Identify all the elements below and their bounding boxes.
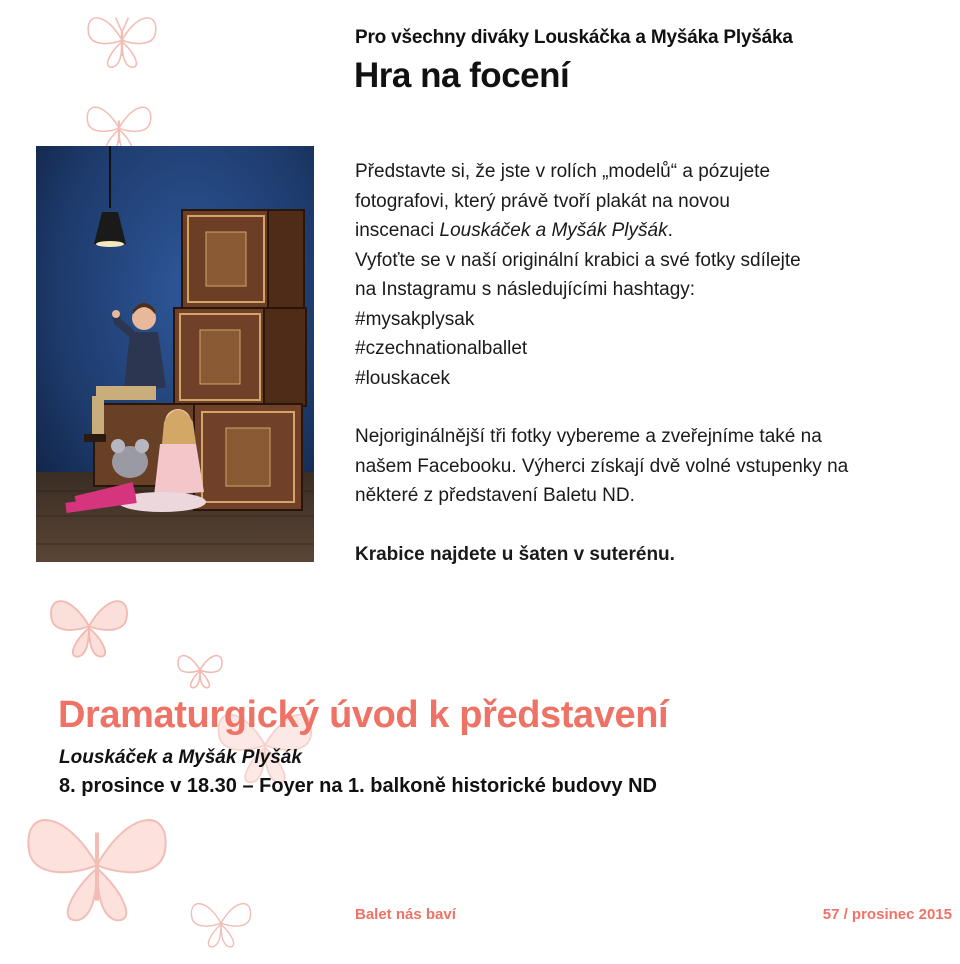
text-line: našem Facebooku. Výherci získají dvě volné vstupenky na [355,455,849,477]
hashtag: #mysakplysak [355,308,475,330]
text-line: na Instagramu s následujícími hashtagy: [355,279,696,300]
butterfly-icon [12,800,182,930]
paragraph-contest [355,422,935,511]
butterfly-icon [186,894,256,952]
text-line: některé z představení Baletu ND. [355,485,635,506]
footer-page-issue: 57 / prosinec 2015 [822,906,952,923]
hashtag: #czechnationalballet [355,338,528,359]
paragraph-intro [355,157,935,393]
text-run: inscenaci [355,220,440,241]
location-note [355,540,935,570]
photo-children-with-boxes [36,146,314,562]
butterfly-icon [82,8,162,72]
text-line: Nejoriginálnější tři fotky vybereme a zveřejníme také na [355,426,822,447]
text-line: fotografovi, který právě tvoří plakát na novou [355,190,730,212]
event-date-location: 8. prosince v 18.30 – Foyer na 1. balkoně historické budovy ND [59,775,657,797]
hashtag: #louskacek [355,367,451,389]
text-line: Představte si, že jste v rolích „modelů“ a pózujete [355,161,771,182]
text-line: Krabice najdete u šaten v suterénu. [355,543,675,565]
article-kicker: Pro všechny diváky Louskáčka a Myšáka Plyšáka [355,27,793,48]
article-headline: Hra na focení [354,56,570,95]
event-title: Dramaturgický úvod k představení [58,694,669,736]
text-run: . [667,220,673,241]
text-line [355,216,935,246]
text-line: Vyfoťte se v naší originální krabici a své fotky sdílejte [355,249,801,271]
production-title: Louskáček a Myšák Plyšák [439,220,668,241]
butterfly-icon [44,590,134,662]
butterfly-icon [174,648,226,692]
footer-magazine-name: Balet nás baví [355,906,456,923]
article-body [355,157,935,569]
event-subtitle: Louskáček a Myšák Plyšák [59,747,302,768]
